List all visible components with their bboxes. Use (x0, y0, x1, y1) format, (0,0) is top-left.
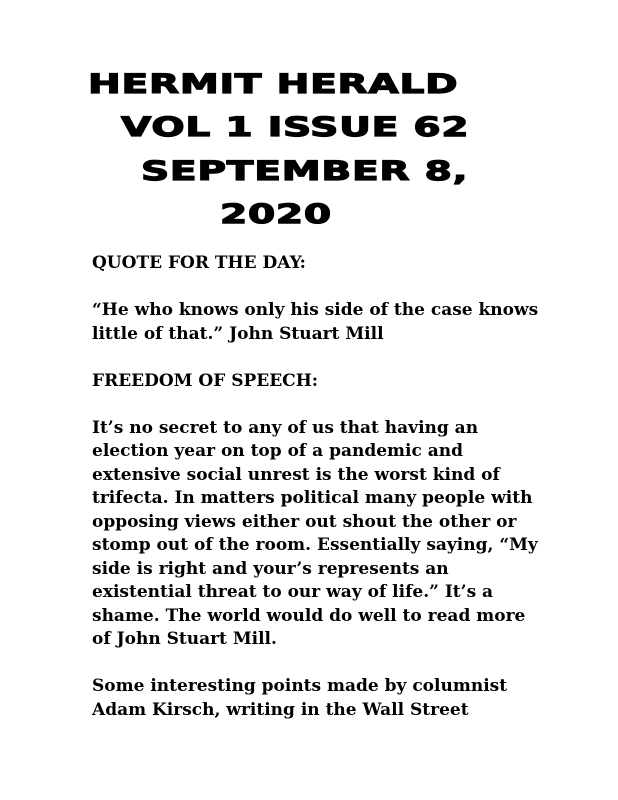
volume-issue: VOL 1 ISSUE 62 (121, 112, 470, 143)
text-line: Some interesting points made by columnist (92, 676, 508, 696)
text-line: little of that.” John Stuart Mill (92, 323, 384, 344)
text-line: stomp out of the room. Essentially saying, “My (92, 535, 538, 555)
article-body (92, 252, 539, 746)
newsletter-title: HERMIT HERALD (88, 69, 459, 100)
text-line: Adam Kirsch, writing in the Wall Street (92, 699, 469, 720)
paragraph-1 (92, 417, 538, 652)
text-line: side is right and your’s represents an (92, 558, 449, 579)
text-line: existential threat to our way of life.” It’s a (92, 582, 494, 602)
text-line: It’s no secret to any of us that having an (92, 417, 479, 438)
text-line: shame. The world would do well to read more (92, 605, 526, 626)
text-line: opposing views either out shout the other or (92, 511, 517, 532)
section-heading: FREEDOM OF SPEECH: (92, 370, 319, 391)
quote-heading: QUOTE FOR THE DAY: (92, 253, 306, 273)
text-line: “He who knows only his side of the case knows (92, 300, 539, 320)
issue-year: 2020 (220, 199, 332, 230)
paragraph-2 (92, 675, 532, 722)
text-line: extensive social unrest is the worst kind of (92, 464, 500, 485)
issue-date: SEPTEMBER 8, (141, 156, 469, 187)
quote-text (92, 299, 539, 346)
text-line: trifecta. In matters political many people with (92, 488, 533, 508)
text-line: of John Stuart Mill. (92, 629, 277, 649)
text-line: election year on top of a pandemic and (92, 441, 464, 461)
